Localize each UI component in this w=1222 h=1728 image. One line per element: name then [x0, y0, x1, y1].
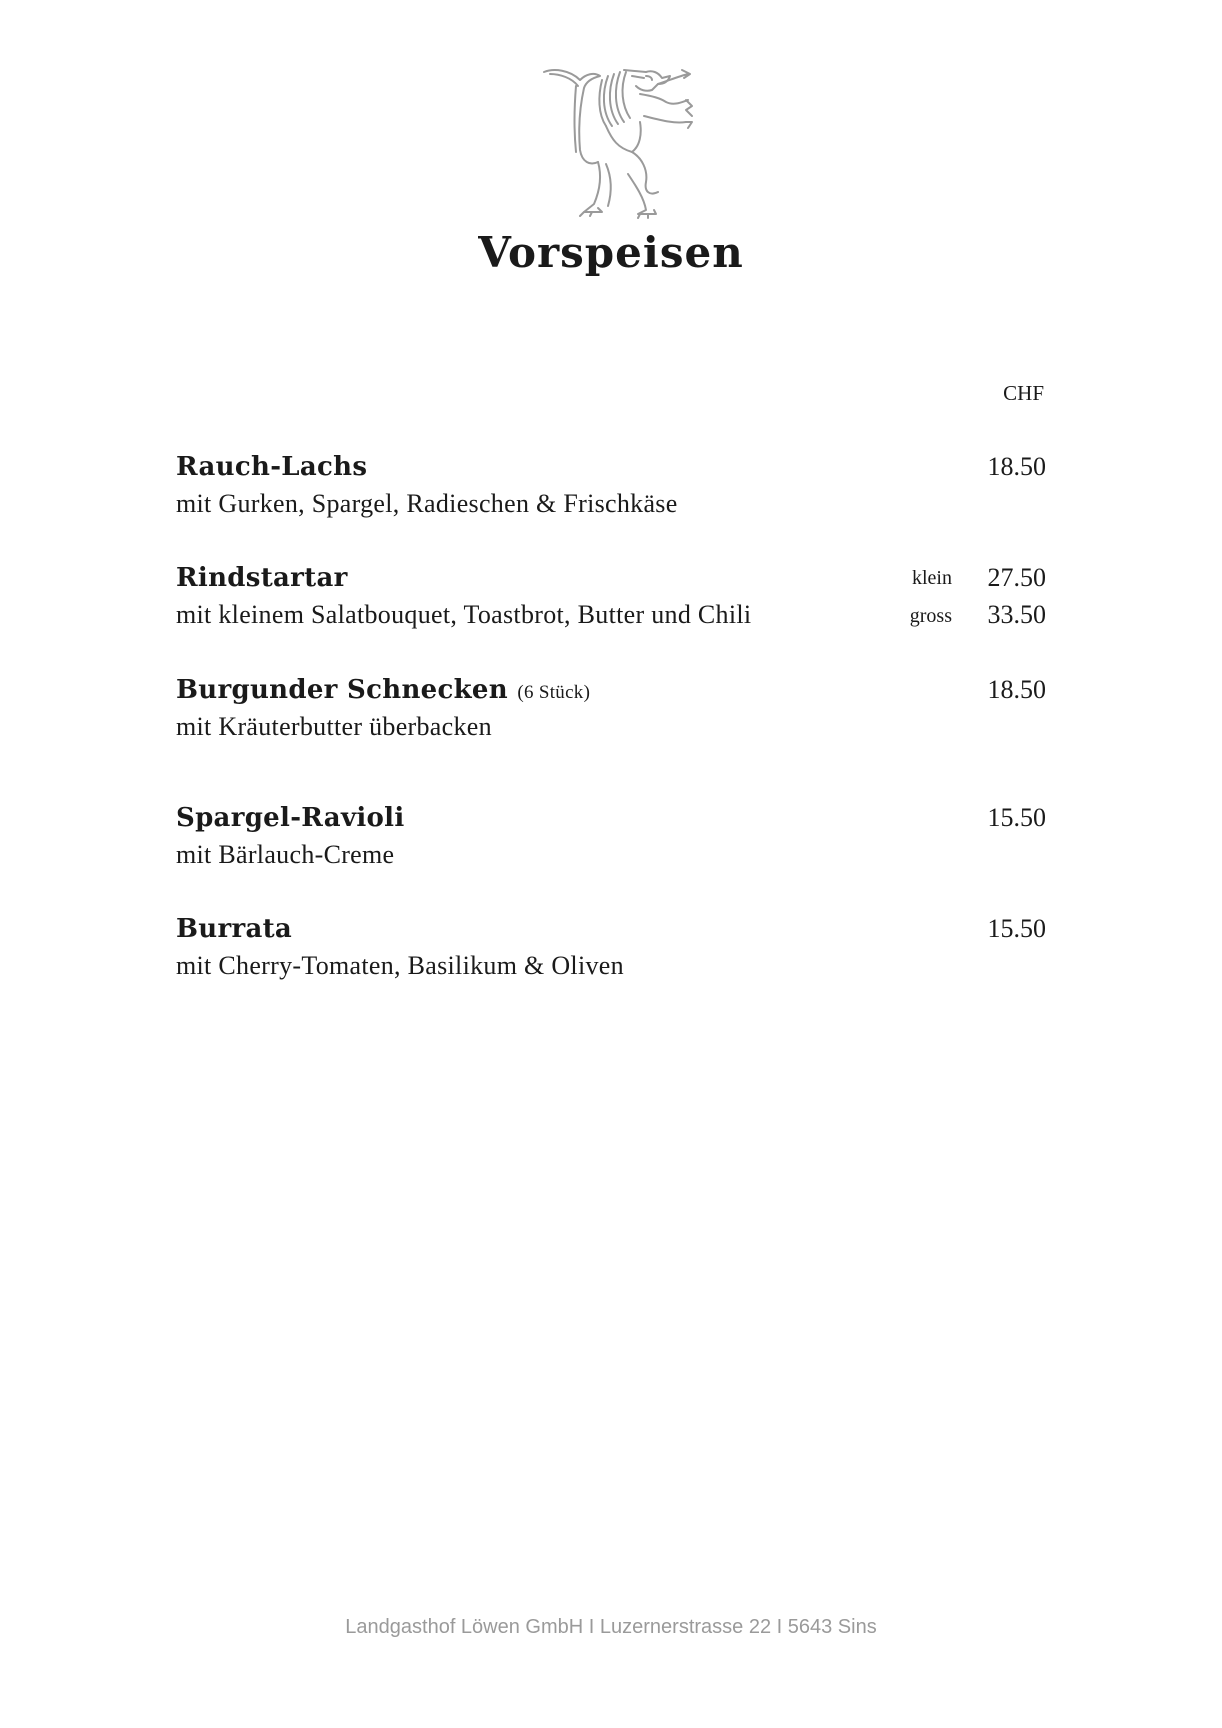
menu-item — [176, 803, 1046, 883]
item-description: mit Cherry-Tomaten, Basilikum & Oliven — [176, 951, 624, 980]
menu-item — [176, 914, 1046, 994]
item-description: mit kleinem Salatbouquet, Toastbrot, Butter und Chili — [176, 600, 752, 629]
item-price: 27.50 — [987, 563, 1046, 592]
page-title: Vorspeisen — [478, 228, 744, 277]
item-price: 15.50 — [987, 803, 1046, 832]
item-price: 18.50 — [987, 675, 1046, 704]
item-description: mit Bärlauch-Creme — [176, 840, 395, 869]
item-price: 33.50 — [987, 600, 1046, 629]
item-price: 18.50 — [987, 452, 1046, 481]
item-price: 15.50 — [987, 914, 1046, 943]
item-name — [176, 675, 590, 705]
lion-rampant-icon — [540, 66, 720, 220]
item-name: Rindstartar — [176, 563, 348, 593]
item-note: (6 Stück) — [517, 682, 591, 703]
item-description: mit Gurken, Spargel, Radieschen & Frischkäse — [176, 489, 678, 518]
item-name: Burrata — [176, 914, 293, 944]
menu-item — [176, 675, 1046, 755]
currency-label: CHF — [1003, 381, 1044, 405]
item-description: mit Kräuterbutter überbacken — [176, 712, 492, 741]
item-name-text: Burgunder Schnecken — [176, 675, 508, 705]
footer-address: Landgasthof Löwen GmbH I Luzernerstrasse 22 I 5643 Sins — [345, 1616, 877, 1638]
menu-item — [176, 563, 1046, 643]
item-name: Rauch-Lachs — [176, 452, 368, 482]
size-label: gross — [909, 605, 952, 627]
size-label: klein — [912, 567, 952, 589]
item-name: Spargel-Ravioli — [176, 803, 405, 833]
menu-item — [176, 452, 1046, 532]
